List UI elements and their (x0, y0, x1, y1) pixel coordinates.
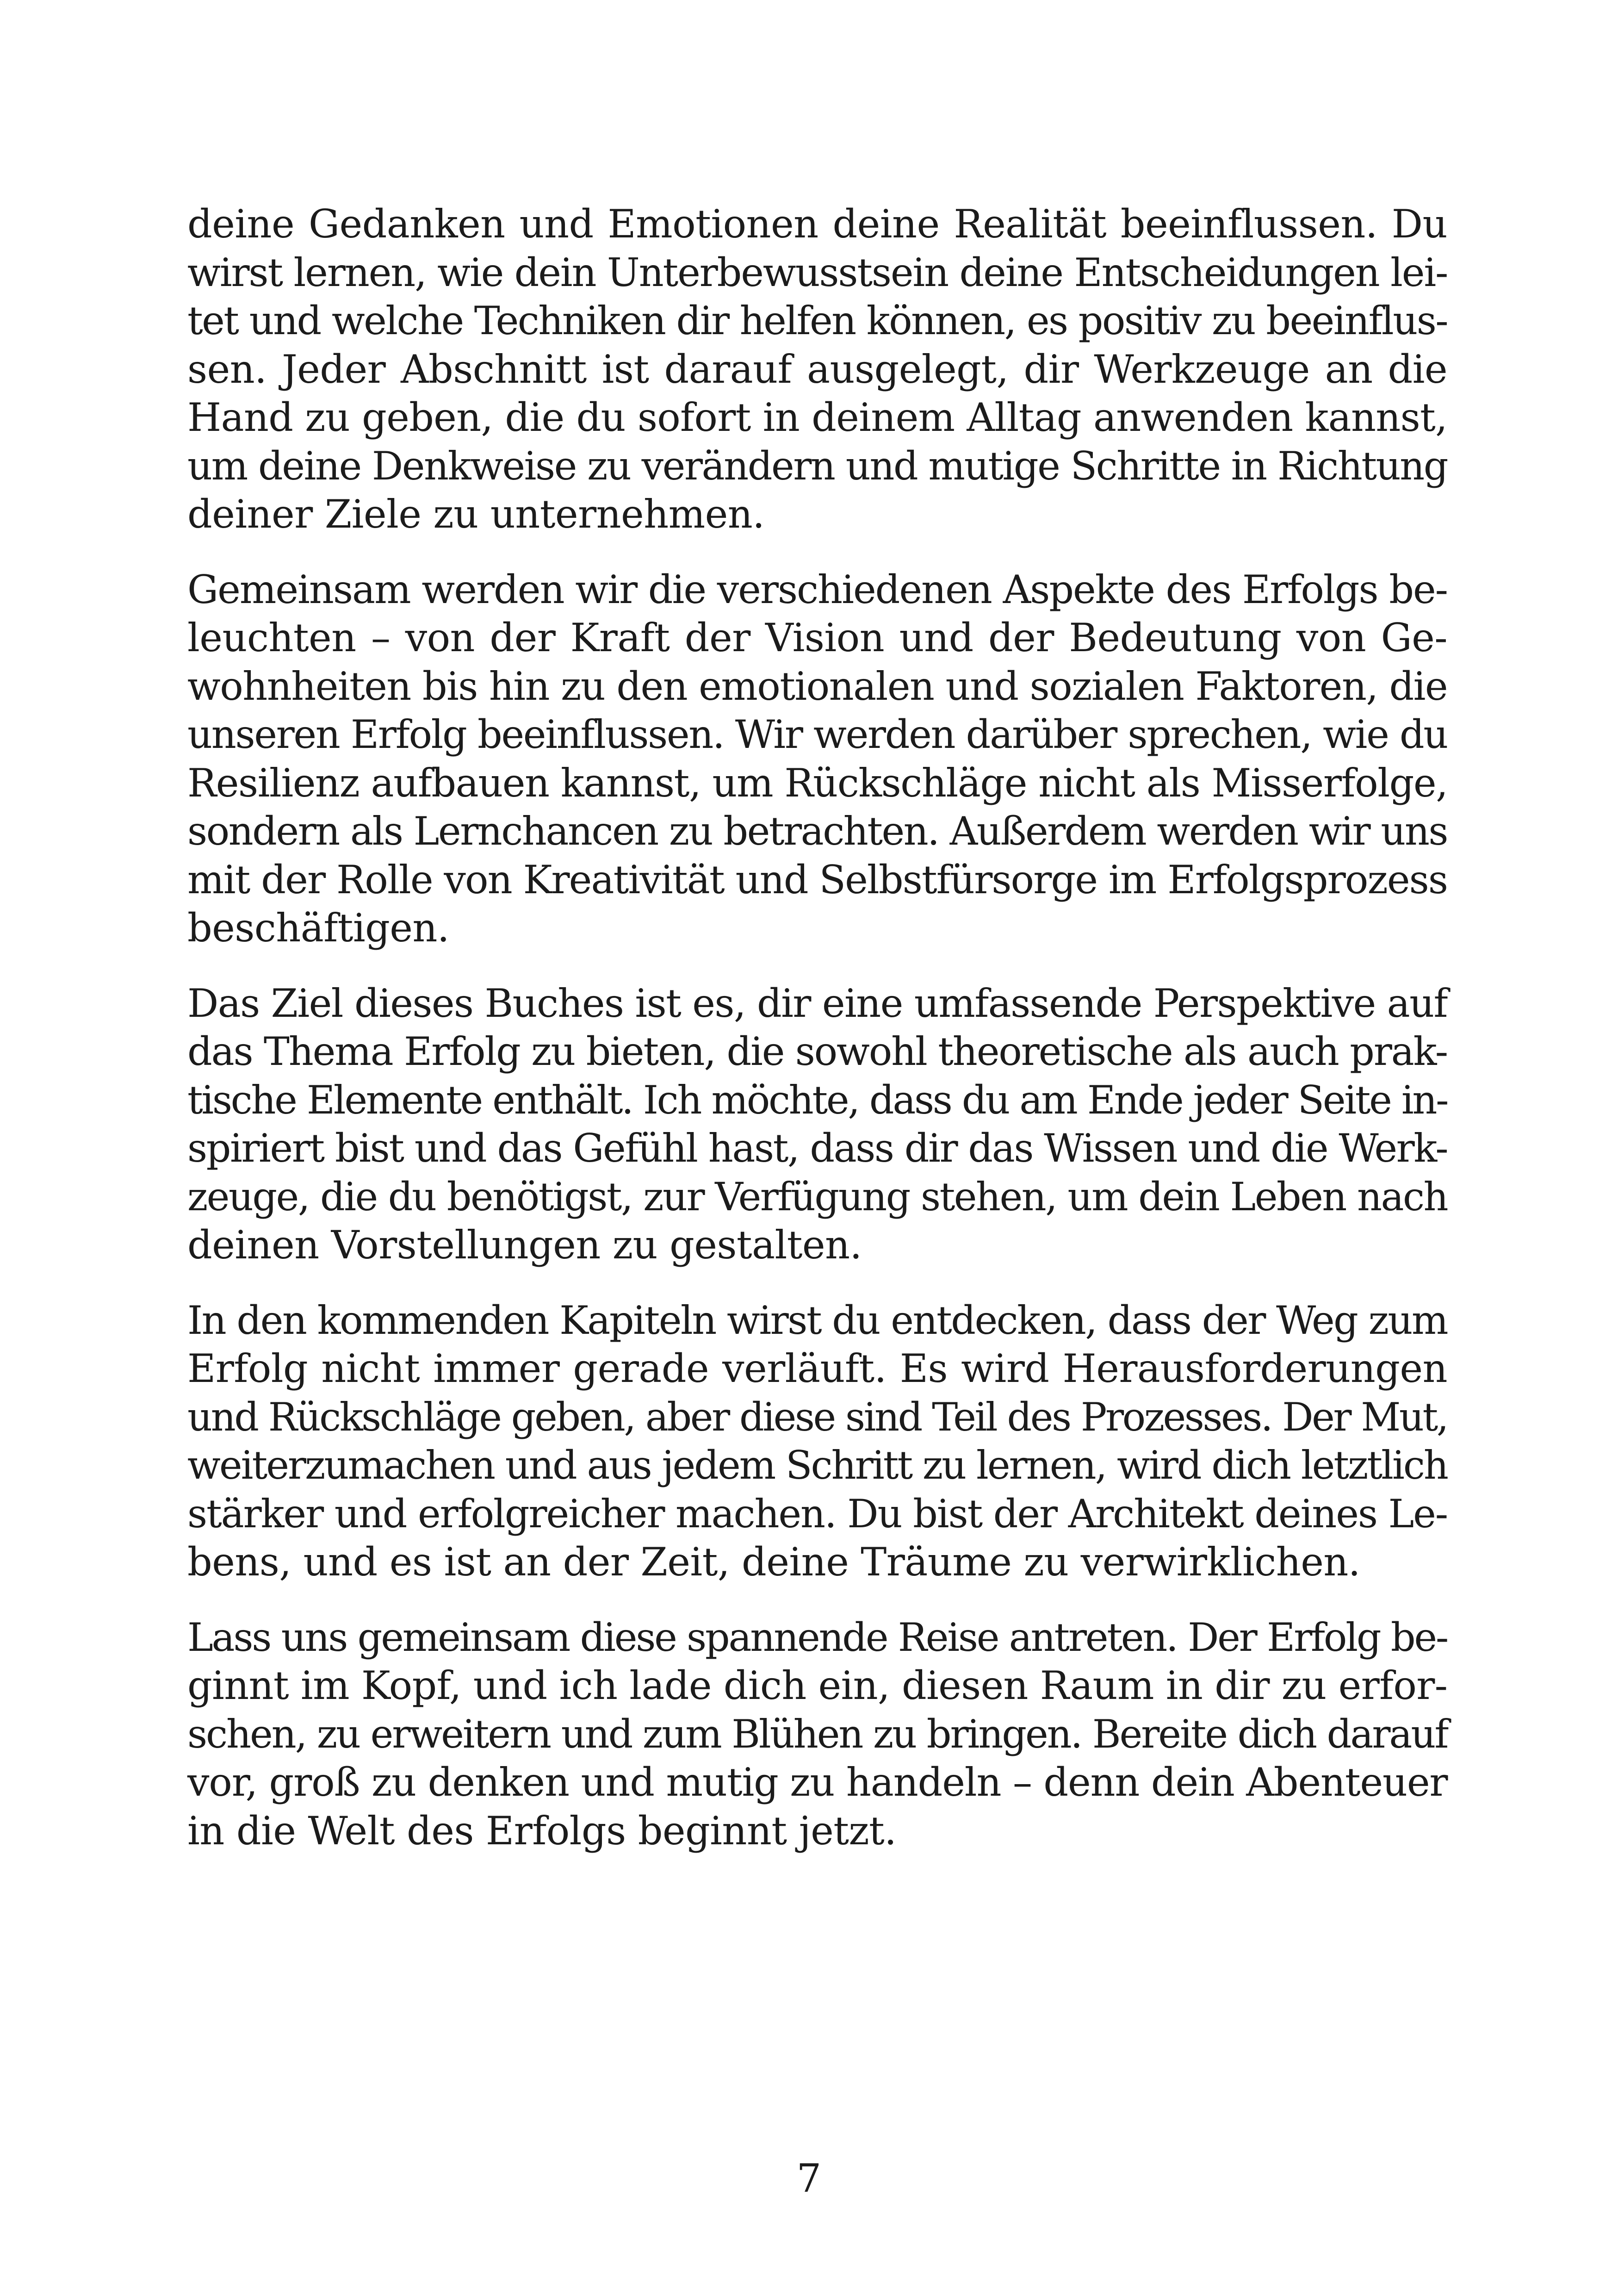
text-line: wohnheiten bis hin zu den emotionalen und sozialen Faktoren, die (187, 663, 1447, 709)
text-line: tet und welche Techniken dir helfen können, es positiv zu beeinflus- (187, 298, 1447, 343)
paragraph-3 (187, 979, 1447, 1269)
text-line: deiner Ziele zu unternehmen. (187, 492, 765, 537)
text-line: bens, und es ist an der Zeit, deine Träume zu verwirklichen. (187, 1539, 1360, 1585)
paragraph-2 (187, 566, 1447, 952)
text-line: Lass uns gemeinsam diese spannende Reise antreten. Der Erfolg be- (187, 1614, 1447, 1660)
page-number: 7 (796, 2156, 822, 2201)
text-line: deine Gedanken und Emotionen deine Realität beeinflussen. Du (187, 201, 1447, 247)
text-line: zeuge, die du benötigst, zur Verfügung stehen, um dein Leben nach (187, 1174, 1447, 1220)
text-line: vor, groß zu denken und mutig zu handeln – denn dein Abenteuer (187, 1760, 1448, 1805)
text-line: ginnt im Kopf, und ich lade dich ein, diesen Raum in dir zu erfor- (187, 1663, 1448, 1708)
text-line: mit der Rolle von Kreativität und Selbstfürsorge im Erfolgsprozess (187, 857, 1448, 902)
text-line: um deine Denkweise zu verändern und mutige Schritte in Richtung (187, 443, 1448, 489)
text-line: und Rückschläge geben, aber diese sind Teil des Prozesses. Der Mut, (187, 1394, 1447, 1440)
text-line: sen. Jeder Abschnitt ist darauf ausgelegt, dir Werkzeuge an die (187, 346, 1447, 392)
text-line: in die Welt des Erfolgs beginnt jetzt. (187, 1808, 897, 1854)
paragraph-5 (187, 1613, 1447, 1855)
text-line: spiriert bist und das Gefühl hast, dass dir das Wissen und die Werk- (187, 1126, 1448, 1171)
text-line: Resilienz aufbauen kannst, um Rückschläge nicht als Misserfolge, (187, 760, 1448, 806)
text-line: Erfolg nicht immer gerade verläuft. Es wird Herausforderungen (187, 1346, 1447, 1391)
paragraph-1 (187, 200, 1447, 539)
text-line: wirst lernen, wie dein Unterbewusstsein deine Entscheidungen lei- (187, 249, 1448, 295)
text-line: weiterzumachen und aus jedem Schritt zu lernen, wird dich letztlich (187, 1443, 1448, 1488)
paragraph-4 (187, 1296, 1447, 1587)
text-line: Gemeinsam werden wir die verschiedenen Aspekte des Erfolgs be- (187, 566, 1447, 612)
text-line: Das Ziel dieses Buches ist es, dir eine umfassende Perspektive auf (187, 980, 1447, 1026)
text-line: sondern als Lernchancen zu betrachten. Außerdem werden wir uns (187, 809, 1447, 854)
text-line: tische Elemente enthält. Ich möchte, dass du am Ende jeder Seite in- (187, 1077, 1448, 1123)
text-line: Hand zu geben, die du sofort in deinem Alltag anwenden kannst, (187, 395, 1447, 440)
text-line: deinen Vorstellungen zu gestalten. (187, 1222, 862, 1268)
text-line: In den kommenden Kapiteln wirst du entdecken, dass der Weg zum (187, 1297, 1447, 1343)
text-line: unseren Erfolg beeinflussen. Wir werden darüber sprechen, wie du (187, 712, 1447, 757)
text-line: beschäftigen. (187, 905, 450, 951)
body-text (187, 200, 1447, 1882)
text-line: leuchten – von der Kraft der Vision und der Bedeutung von Ge- (187, 615, 1447, 660)
text-line: das Thema Erfolg zu bieten, die sowohl theoretische als auch prak- (187, 1029, 1447, 1074)
text-line: stärker und erfolgreicher machen. Du bist der Architekt deines Le- (187, 1491, 1447, 1537)
text-line: schen, zu erweitern und zum Blühen zu bringen. Bereite dich darauf (187, 1711, 1448, 1757)
